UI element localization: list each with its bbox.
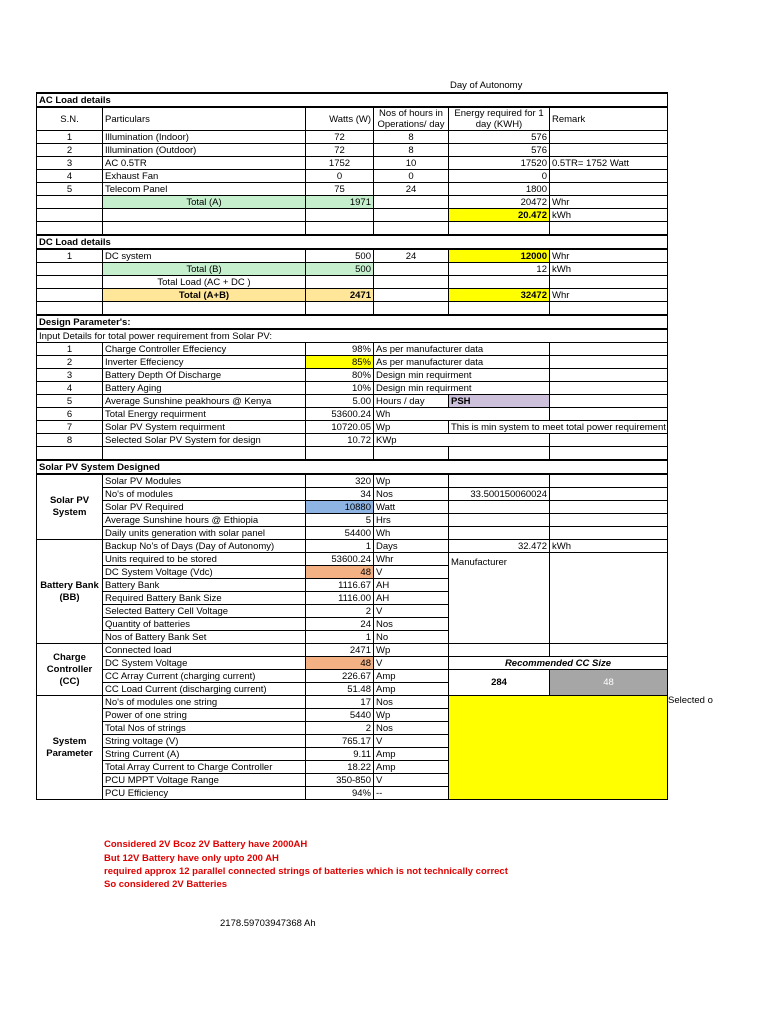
cell: Total Array Current to Charge Controller xyxy=(103,761,306,774)
cell: AH xyxy=(374,579,449,592)
cell: 500 xyxy=(306,249,374,263)
note-line-2: But 12V Battery have only upto 200 AH xyxy=(104,853,279,864)
cell: Battery Depth Of Discharge xyxy=(103,369,306,382)
cell: 33.500150060024 xyxy=(449,488,550,501)
cell: 1116.00 xyxy=(306,592,374,605)
total-ab-unit: Whr xyxy=(550,289,668,302)
cell: 10880 xyxy=(306,501,374,514)
cell: PCU Efficiency xyxy=(103,787,306,800)
cell: CC Load Current (discharging current) xyxy=(103,683,306,696)
cell: No xyxy=(374,631,449,644)
system-parameter-highlight xyxy=(449,696,668,800)
cell: Amp xyxy=(374,683,449,696)
cell: 8 xyxy=(374,131,449,144)
cell: Watt xyxy=(374,501,449,514)
selected-cc-label: Selected o xyxy=(668,695,713,706)
cell: 34 xyxy=(306,488,374,501)
cell: 10720.05 xyxy=(306,421,374,434)
cell: Power of one string xyxy=(103,709,306,722)
cell: 226.67 xyxy=(306,670,374,683)
table-row xyxy=(37,421,668,434)
cell: Charge Controller Effeciency xyxy=(103,343,306,356)
cell: Hours / day xyxy=(374,395,449,408)
cell: Nos xyxy=(374,696,449,709)
cell: 1 xyxy=(37,343,103,356)
cell: AC 0.5TR xyxy=(103,157,306,170)
cell: 94% xyxy=(306,787,374,800)
total-a-kwh: 20.472 xyxy=(449,209,550,222)
cell: 5 xyxy=(37,183,103,196)
cell: Nos xyxy=(374,488,449,501)
total-b-unit: kWh xyxy=(550,263,668,276)
cell: Battery Aging xyxy=(103,382,306,395)
cell: String voltage (V) xyxy=(103,735,306,748)
cell: 72 xyxy=(306,131,374,144)
cell: 5 xyxy=(37,395,103,408)
cell: 51.48 xyxy=(306,683,374,696)
table-row xyxy=(37,157,668,170)
cell: Days xyxy=(374,540,449,553)
cell: 1 xyxy=(306,540,374,553)
total-ab-energy: 32472 xyxy=(449,289,550,302)
cell xyxy=(550,131,668,144)
cell: 18.22 xyxy=(306,761,374,774)
cell: 350-850 xyxy=(306,774,374,787)
ac-load-title: AC Load details xyxy=(37,93,668,107)
cell: Daily units generation with solar panel xyxy=(103,527,306,540)
cell: DC System Voltage (Vdc) xyxy=(103,566,306,579)
cell: 48 xyxy=(306,657,374,670)
cell: 5 xyxy=(306,514,374,527)
cell: Telecom Panel xyxy=(103,183,306,196)
cell: kWh xyxy=(550,540,668,553)
cell: 17520 xyxy=(449,157,550,170)
cell: 10 xyxy=(374,157,449,170)
cell: V xyxy=(374,566,449,579)
note-line-3: required approx 12 parallel connected strings of batteries which is not technically correct xyxy=(104,866,508,877)
col-hours-header: Nos of hours in Operations/ day xyxy=(374,107,449,131)
group-battery-bank: Battery Bank (BB) xyxy=(37,540,103,644)
day-of-autonomy-note: Day of Autonomy xyxy=(450,80,523,91)
cell: 0 xyxy=(374,170,449,183)
cell: 2 xyxy=(306,605,374,618)
cell: 12000 xyxy=(449,249,550,263)
recommended-cc-size-value: 284 xyxy=(449,670,550,696)
cell: String Current (A) xyxy=(103,748,306,761)
total-b-watts: 500 xyxy=(306,263,374,276)
min-system-note: This is min system to meet total power requirement xyxy=(449,421,668,434)
cell: Illumination (Outdoor) xyxy=(103,144,306,157)
table-row xyxy=(37,131,668,144)
cell: 320 xyxy=(306,474,374,488)
cell: Illumination (Indoor) xyxy=(103,131,306,144)
total-a-label: Total (A) xyxy=(103,196,306,209)
cell: PCU MPPT Voltage Range xyxy=(103,774,306,787)
table-row xyxy=(37,369,668,382)
cell: Design min requirment xyxy=(374,382,550,395)
cell: Total Energy requirment xyxy=(103,408,306,421)
cell: Exhaust Fan xyxy=(103,170,306,183)
col-watts-header: Watts (W) xyxy=(306,107,374,131)
cell: DC System Voltage xyxy=(103,657,306,670)
total-b-row xyxy=(37,263,668,276)
total-ab-row xyxy=(37,289,668,302)
cell: Amp xyxy=(374,761,449,774)
note-line-4: So considered 2V Batteries xyxy=(104,879,228,890)
cell: Required Battery Bank Size xyxy=(103,592,306,605)
cell: 80% xyxy=(306,369,374,382)
table-row xyxy=(37,170,668,183)
cell: 8 xyxy=(37,434,103,447)
cell: No's of modules xyxy=(103,488,306,501)
cell: Design min requirment xyxy=(374,369,550,382)
cell: Connected load xyxy=(103,644,306,657)
cell: 2 xyxy=(37,144,103,157)
table-row xyxy=(37,144,668,157)
cell: 5440 xyxy=(306,709,374,722)
cell: Whr xyxy=(374,553,449,566)
recommended-cc-size-label: Recommended CC Size xyxy=(449,657,668,670)
cell: Selected Solar PV System for design xyxy=(103,434,306,447)
cell: 576 xyxy=(449,131,550,144)
cell: 6 xyxy=(37,408,103,421)
cell: 4 xyxy=(37,382,103,395)
cell: 7 xyxy=(37,421,103,434)
cell: Amp xyxy=(374,748,449,761)
cell: V xyxy=(374,735,449,748)
cell: Units required to be stored xyxy=(103,553,306,566)
cell: 1 xyxy=(37,249,103,263)
cell: Selected Battery Cell Voltage xyxy=(103,605,306,618)
group-system-parameter: System Parameter xyxy=(37,696,103,800)
cell: As per manufacturer data xyxy=(374,356,550,369)
total-a-watts: 1971 xyxy=(306,196,374,209)
cell: 75 xyxy=(306,183,374,196)
table-row xyxy=(37,434,668,447)
cell: Battery Bank xyxy=(103,579,306,592)
cell: 1 xyxy=(37,131,103,144)
group-charge-controller: Charge Controller (CC) xyxy=(37,644,103,696)
cell: 85% xyxy=(306,356,374,369)
col-remark-header: Remark xyxy=(550,107,668,131)
total-a-row xyxy=(37,196,668,209)
cell: 2 xyxy=(37,356,103,369)
table-row xyxy=(37,356,668,369)
group-solar-pv: Solar PV System xyxy=(37,474,103,540)
cell: KWp xyxy=(374,434,550,447)
cell: Wh xyxy=(374,408,550,421)
cell: 10% xyxy=(306,382,374,395)
cell: 1800 xyxy=(449,183,550,196)
col-sn-header: S.N. xyxy=(37,107,103,131)
total-b-kwh: 12 xyxy=(449,263,550,276)
cell: 1116.67 xyxy=(306,579,374,592)
total-a-whr-unit: Whr xyxy=(550,196,668,209)
pv-title: Solar PV System Designed xyxy=(37,460,668,474)
cell: Solar PV System requirment xyxy=(103,421,306,434)
cell: Wh xyxy=(374,527,449,540)
total-a-whr: 20472 xyxy=(449,196,550,209)
cell: Quantity of batteries xyxy=(103,618,306,631)
footer-ah-value: 2178.59703947368 Ah xyxy=(220,918,316,929)
cell: Backup No's of Days (Day of Autonomy) xyxy=(103,540,306,553)
psh-label: PSH xyxy=(449,395,550,408)
cell: As per manufacturer data xyxy=(374,343,550,356)
cell: 53600.24 xyxy=(306,553,374,566)
cell: 0 xyxy=(306,170,374,183)
cell: CC Array Current (charging current) xyxy=(103,670,306,683)
cell: Nos xyxy=(374,618,449,631)
cell: 8 xyxy=(374,144,449,157)
cell: 0 xyxy=(449,170,550,183)
cell: DC system xyxy=(103,249,306,263)
note-line-1: Considered 2V Bcoz 2V Battery have 2000AH xyxy=(104,839,308,850)
total-ab-watts: 2471 xyxy=(306,289,374,302)
cell: 9.11 xyxy=(306,748,374,761)
cell: 24 xyxy=(306,618,374,631)
cell: Amp xyxy=(374,670,449,683)
total-b-label: Total (B) xyxy=(103,263,306,276)
table-row xyxy=(37,249,668,263)
cell: No's of modules one string xyxy=(103,696,306,709)
cell: 1 xyxy=(306,631,374,644)
cell: Whr xyxy=(550,249,668,263)
cell: 2471 xyxy=(306,644,374,657)
cell xyxy=(550,170,668,183)
ac-load-table xyxy=(36,92,668,800)
cell: 765.17 xyxy=(306,735,374,748)
cell: 53600.24 xyxy=(306,408,374,421)
dc-load-title: DC Load details xyxy=(37,235,668,249)
total-acdc-label: Total Load (AC + DC ) xyxy=(103,276,306,289)
cell xyxy=(550,183,668,196)
table-row xyxy=(37,408,668,421)
cell: V xyxy=(374,657,449,670)
cell: -- xyxy=(374,787,449,800)
cell: 3 xyxy=(37,157,103,170)
total-a-kwh-unit: kWh xyxy=(550,209,668,222)
cell: Hrs xyxy=(374,514,449,527)
col-particulars-header: Particulars xyxy=(103,107,306,131)
cell: 72 xyxy=(306,144,374,157)
cell: Solar PV Required xyxy=(103,501,306,514)
cell: 10.72 xyxy=(306,434,374,447)
cell: 5.00 xyxy=(306,395,374,408)
table-row xyxy=(37,343,668,356)
cell: Wp xyxy=(374,644,449,657)
cell: Inverter Effeciency xyxy=(103,356,306,369)
cell: Wp xyxy=(374,474,449,488)
cell: 0.5TR= 1752 Watt xyxy=(550,157,668,170)
cell: Average Sunshine hours @ Ethiopia xyxy=(103,514,306,527)
cell: AH xyxy=(374,592,449,605)
total-ab-label: Total (A+B) xyxy=(103,289,306,302)
cell: 4 xyxy=(37,170,103,183)
cell xyxy=(550,144,668,157)
design-subtitle: Input Details for total power requirement from Solar PV: xyxy=(37,329,668,343)
cell: 98% xyxy=(306,343,374,356)
table-row xyxy=(37,382,668,395)
cell: Wp xyxy=(374,709,449,722)
cell: Nos xyxy=(374,722,449,735)
manufacturer-note: Manufacturer xyxy=(449,553,550,644)
selected-cc-value: 48 xyxy=(550,670,668,696)
cell: 17 xyxy=(306,696,374,709)
cell: Wp xyxy=(374,421,449,434)
cell: 48 xyxy=(306,566,374,579)
cell: 54400 xyxy=(306,527,374,540)
cell: 32.472 xyxy=(449,540,550,553)
cell: Total Nos of strings xyxy=(103,722,306,735)
cell: 3 xyxy=(37,369,103,382)
table-row xyxy=(37,183,668,196)
cell: 576 xyxy=(449,144,550,157)
cell: 24 xyxy=(374,183,449,196)
cell: 2 xyxy=(306,722,374,735)
cell: Nos of Battery Bank Set xyxy=(103,631,306,644)
table-row xyxy=(37,395,668,408)
cell: 24 xyxy=(374,249,449,263)
col-energy-header: Energy required for 1 day (KWH) xyxy=(449,107,550,131)
cell: Average Sunshine peakhours @ Kenya xyxy=(103,395,306,408)
design-title: Design Parameter's: xyxy=(37,315,668,329)
cell: V xyxy=(374,605,449,618)
cell: Solar PV Modules xyxy=(103,474,306,488)
total-a-kwh-row xyxy=(37,209,668,222)
cell: V xyxy=(374,774,449,787)
cell: 1752 xyxy=(306,157,374,170)
